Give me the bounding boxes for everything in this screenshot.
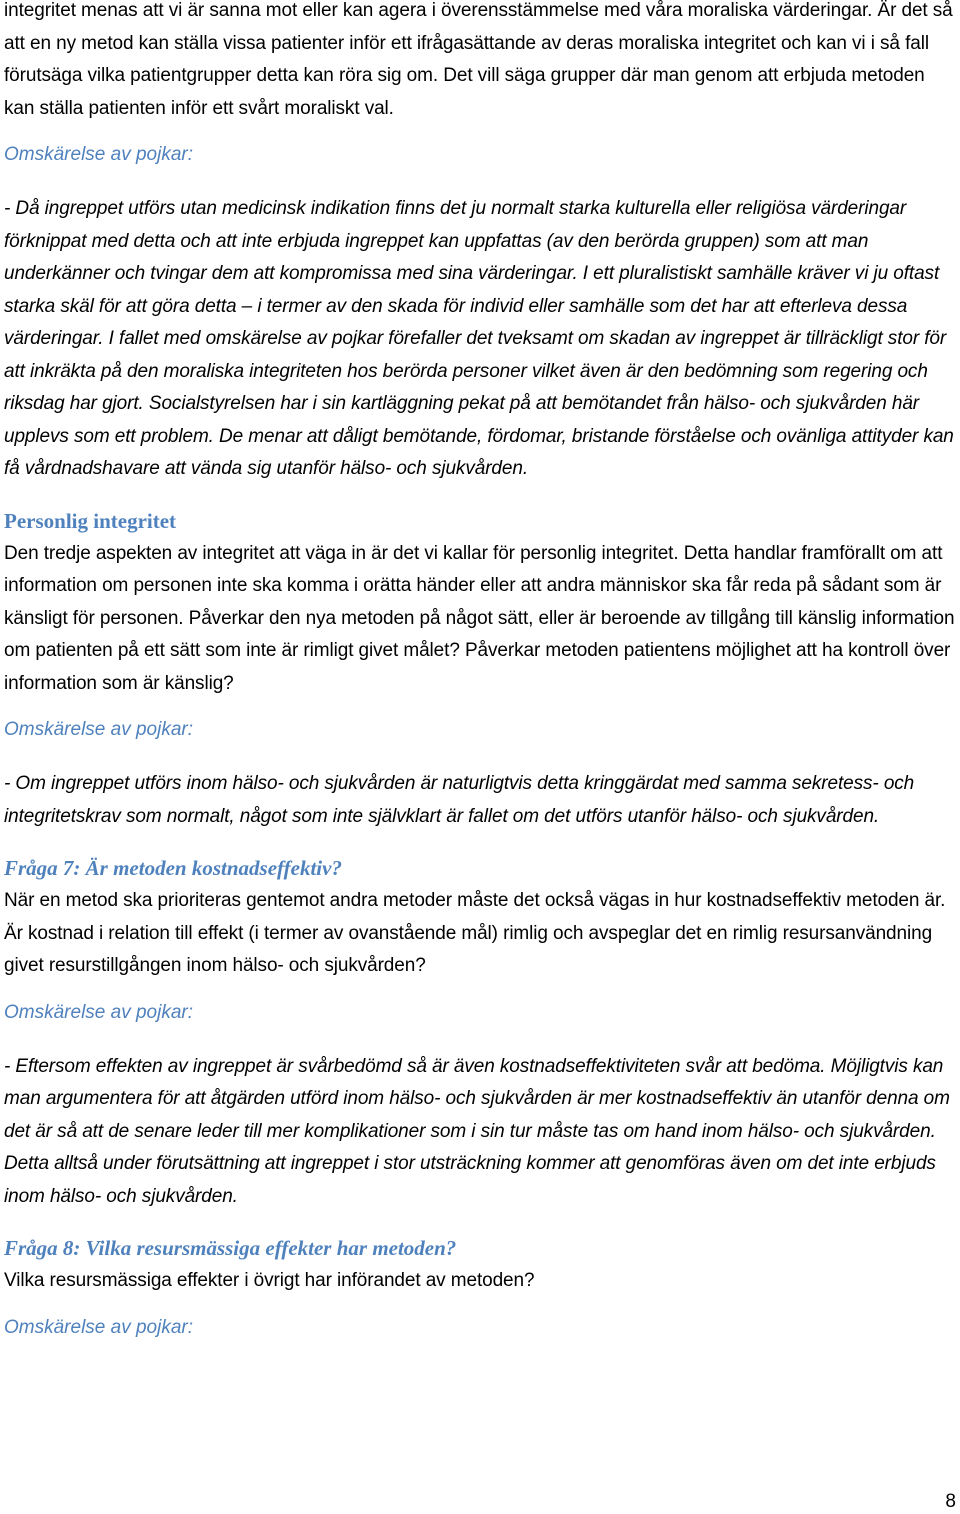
section-paragraph: Den tredje aspekten av integritet att väga in är det vi kallar för personlig integritet. Detta handlar framförallt om att information om personen inte ska komma i orätta händer eller att andra människor ska får reda på sådant som är känsligt för personen. Påverkar den nya metoden på något sätt, eller är beroende av tillgång till känslig information om patienten på ett sätt som inte är rimligt givet målet? Påverkar metoden patientens möjlighet att ha kontroll över information som är känslig?	[4, 542, 955, 694]
page-number: 8	[945, 1491, 956, 1512]
section-heading-personlig-integritet: Personlig integritet	[4, 508, 177, 533]
case-label: Omskärelse av pojkar:	[4, 144, 194, 165]
question-paragraph: Vilka resursmässiga effekter i övrigt har införandet av metoden?	[4, 1270, 535, 1291]
question-paragraph: När en metod ska prioriteras gentemot andra metoder måste det också vägas in hur kostnadseffektiv metoden är. Är kostnad i relation till effekt (i termer av ovanstående mål) rimlig och avspeglar det en rimlig resursanvändning givet resurstillgången inom hälso- och sjukvården?	[4, 890, 946, 976]
case-answer: - Om ingreppet utförs inom hälso- och sjukvården är naturligtvis detta kringgärdat med samma sekretess- och integritetskrav som normalt, något som inte självklart är fallet om det utförs utanför hälso- och sjukvården.	[4, 773, 915, 827]
case-label: Omskärelse av pojkar:	[4, 1316, 194, 1338]
question-heading-8: Fråga 8: Vilka resursmässiga effekter har metoden?	[4, 1236, 457, 1260]
case-answer: - Då ingreppet utförs utan medicinsk indikation finns det ju normalt starka kulturella eller religiösa värderingar förknippat med detta och att inte erbjuda ingreppet kan uppfattas (av den berörda gruppen) som att man underkänner och tvingar dem att kompromissa med sina värderingar. I ett pluralistiskt samhälle kräver vi ju oftast starka skäl för att göra detta – i termer av den skada för individ eller samhälle som det har att efterleva dessa värderingar. I fallet med omskärelse av pojkar förefaller det tveksamt om skadan av ingreppet är tillräckligt stor för att inkräkta på den moraliska integriteten hos berörda personer vilket även är den bedömning som regering och riksdag har gjort. Socialstyrelsen har i sin kartläggning pekat på att bemötandet från hälso- och sjukvården här upplevs som ett problem. De menar att dåligt bemötande, fördomar, bristande förståelse och ovänliga attityder kan få vårdnadshavare att vända sig utanför hälso- och sjukvården.	[4, 198, 954, 479]
case-label: Omskärelse av pojkar:	[4, 1001, 194, 1023]
question-heading-7: Fråga 7: Är metoden kostnadseffektiv?	[4, 856, 342, 880]
case-answer: - Eftersom effekten av ingreppet är svårbedömd så är även kostnadseffektiviteten svår att bedöma. Möjligtvis kan man argumentera för att åtgärden utförd inom hälso- och sjukvården är mer kostnadseffektiv än utanför denna om det är så att de senare leder till mer komplikationer som i sin tur måste tas om hand inom hälso- och sjukvården. Detta alltså under förutsättning att ingreppet i stor utsträckning kommer att genomföras även om det inte erbjuds inom hälso- och sjukvården.	[4, 1055, 950, 1207]
case-label: Omskärelse av pojkar:	[4, 719, 194, 740]
intro-paragraph: integritet menas att vi är sanna mot eller kan agera i överensstämmelse med våra moraliska värderingar. Är det så att en ny metod kan ställa vissa patienter inför ett ifrågasättande av deras moraliska integritet och kan vi i så fall förutsäga vilka patientgrupper detta kan röra sig om. Det vill säga grupper där man genom att erbjuda metoden kan ställa patienten inför ett svårt moraliskt val.	[4, 0, 953, 119]
document-page	[4, 0, 956, 1366]
